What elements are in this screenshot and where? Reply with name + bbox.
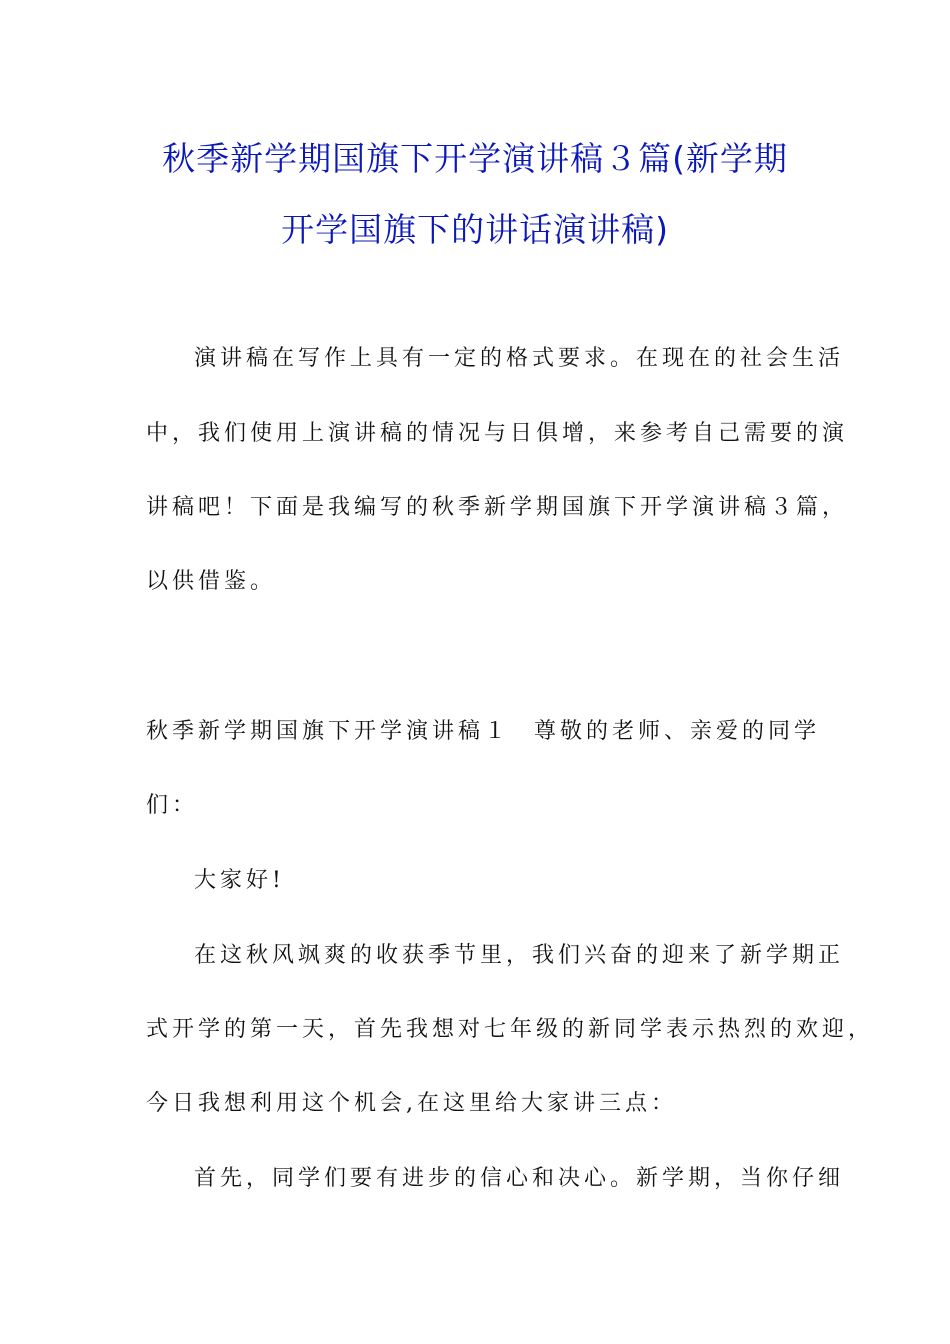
intro-line-4: 以供借鉴。 [146, 569, 277, 594]
document-title-line-2: 开学国旗下的讲话演讲稿) [281, 210, 669, 249]
paragraph-1-line-3: 今日我想利用这个机会,在这里给大家讲三点： [146, 1091, 677, 1116]
document-title-line-1: 秋季新学期国旗下开学演讲稿３篇(新学期 [162, 139, 788, 178]
paragraph-2-line-1: 首先，同学们要有进步的信心和决心。新学期，当你仔细 [194, 1166, 845, 1191]
intro-line-2: 中，我们使用上演讲稿的情况与日俱增，来参考自己需要的演 [146, 421, 849, 446]
intro-line-3: 讲稿吧！下面是我编写的秋季新学期国旗下开学演讲稿３篇， [146, 495, 849, 520]
section-heading: 秋季新学期国旗下开学演讲稿１ [146, 719, 511, 744]
paragraph-1-line-1: 在这秋风飒爽的收获季节里，我们兴奋的迎来了新学期正 [194, 943, 845, 968]
greeting-line: 大家好! [194, 868, 285, 893]
salutation-part-2: 们： [146, 793, 199, 818]
intro-line-1: 演讲稿在写作上具有一定的格式要求。在现在的社会生活 [194, 346, 845, 371]
salutation-part-1: 尊敬的老师、亲爱的同学 [534, 719, 821, 744]
paragraph-1-line-2: 式开学的第一天，首先我想对七年级的新同学表示热烈的欢迎， [146, 1017, 875, 1042]
